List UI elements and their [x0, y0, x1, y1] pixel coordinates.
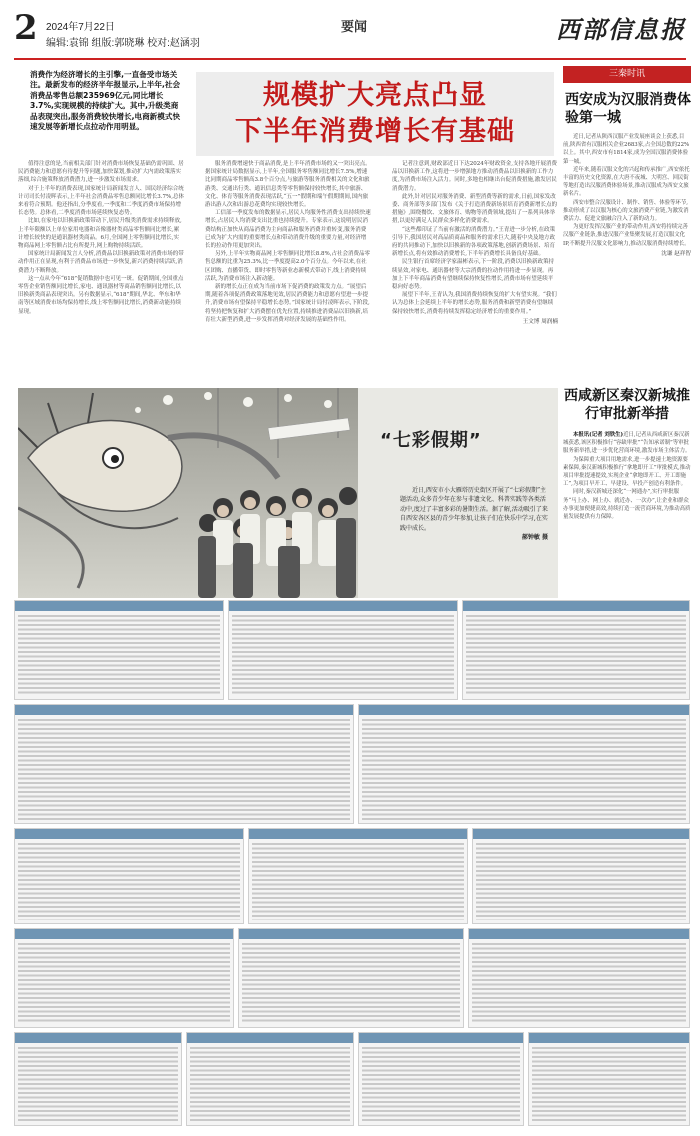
paragraph: 比如,在家电以旧换新政策带动下,居民升级类消费需求持续释放,上半年限额以上单位家用电器和音像器材类商品零售额同比增长,累计增长较快的是通讯器材类商品。6月,全国网上零售额同比增长,实物商品网上零售额占比有所提升,网上购物持续活跃。 — [18, 218, 182, 250]
article-column-3 — [392, 160, 558, 388]
paragraph: 近年来,随着汉服文化的兴起和传承推广,西安依托丰富的历史文化资源,在大唐不夜城、大明宫、回民街等地打造出汉服消费体验场景,推动汉服成为西安文旅新名片。 — [563, 166, 690, 198]
paragraph: “这些都印证了当前有激活的消费潜力。”王青进一步分析,在政策引导下,我国居民对高品质商品和服务的需求巨大,随着中央及地方政府的共同推动下,加快以旧换新的各项政策落地,创新消费场景、培育新增长点,将有效推动消费增长,下半年消费增长具备良好基础。 — [392, 226, 556, 258]
notice-block — [14, 1032, 182, 1126]
sidebar-story-1-body — [563, 133, 691, 375]
masthead — [14, 10, 686, 60]
page-date: 2024年7月22日 — [46, 22, 115, 33]
notices-area — [14, 600, 690, 1126]
page-number: 2 — [14, 8, 38, 48]
sidebar-story-1-title: 西安成为汉服消费体验第一城 — [565, 92, 691, 126]
notice-block — [528, 1032, 690, 1126]
notice-block — [358, 704, 690, 824]
paragraph — [563, 431, 691, 456]
sidebar-story-1-byline: 沈谦 赵祥智 — [661, 250, 691, 257]
notice-block — [472, 828, 690, 924]
sidebar-news — [563, 66, 691, 596]
notice-block — [248, 828, 468, 924]
paragraph: 西安市整合汉服设计、制作、销售、体验等环节,推动形成了以汉服为核心的文旅消费产业链,为激发消费活力、促进文旅融合注入了新的动力。 — [563, 199, 689, 223]
section-name: 要闻 — [340, 20, 367, 35]
paragraph: 对于上半年的消费表现,国家统计局新闻发言人、国民经济综合统计司司长付凌晖表示,上半年社会消费品零售总额同比增长3.7%,总体来看符合预期。他还指出,分季度看,一季度和二季度消费市场保持增长态势。总体看,二季度消费市场延续恢复态势。 — [18, 185, 184, 217]
lead-summary: 消费作为经济增长的主引擎,一直备受市场关注。最新发布的经济半年报显示,上半年,社会消费品零售总额235969亿元,同比增长3.7%,实现规模的持续扩大。其中,升级类商品表现突出,服务消费较快增长,电商新模式快速发展等新增长点拉动作用明显。 — [30, 70, 181, 132]
article-column-1 — [18, 160, 184, 388]
article-body — [18, 160, 558, 388]
news-photo — [18, 388, 558, 598]
paragraph: 另外,上半年实物商品网上零售额同比增长8.8%,占社会消费品零售总额的比重为25.3%,比一季度提高2.0个百分点。今年以来,在社区团购、直播带货、即时零售等新业态新模式带动下,线上消费持续活跃,为消费市场注入新动能。 — [205, 251, 370, 282]
paragraph-text: 近日,记者从西咸新区秦汉新城获悉,该区积极推行“容缺审批”“告知承诺制”等审批服务新举措,进一步优化营商环境,激发市场主体活力。 — [563, 432, 691, 455]
paragraph: 这一点从今年“618”促销数据中也可见一斑。促销期间,全国重点零售企业销售额同比增长,家电、通讯器材等商品销售额同比增长,以旧换新类商品表现突出。另有数据显示,“618”期间,华北、华东和华南等区域消费市场均保持增长,线上零售额同比增长,消费新动能持续显现。 — [18, 275, 184, 315]
headline-line-1: 规模扩大亮点凸显 — [263, 80, 487, 111]
paper-logo: 西部信息报 — [556, 15, 686, 44]
paragraph: 为更好发挥汉服产业的带动作用,西安将持续完善汉服产业链条,推进汉服产业集聚发展,打造汉服文化IP,不断提升汉服文化影响力,推动汉服消费持续增长。 — [563, 224, 690, 247]
paragraph: 记者注意到,财政部近日下达2024年财政资金,支持各地开展消费品以旧换新工作,这将进一步增强地方推动消费品以旧换新的工作力度,为消费市场注入活力。同时,多地也相继出台促消费措施,激发居民消费潜力。 — [392, 161, 557, 192]
notice-block — [14, 704, 354, 824]
paragraph: 展望下半年,王青认为,我国消费持续恢复的扩大有望实现。“我们认为总体上会延续上半年的增长态势,服务消费和新型消费有望继续保持较快增长,消费将持续发挥稳定经济增长的重要作用。” — [392, 292, 557, 315]
paragraph: 工信部一季度发布的数据显示,居民人均服务性消费支出持续快速增长,占居民人均消费支出比重也持续提升。专家表示,这说明居民消费结构正加快从商品消费为主向商品和服务消费并重转变,服务消费已成为扩大内需的重要增长点和带动消费升级的重要力量,对经济增长的拉动作用更加突出。 — [205, 210, 371, 250]
dateline: 本报讯(记者 刘铁生) — [573, 432, 624, 438]
paragraph: 值得注意的是,当前相关部门针对消费市场恢复基础仍需巩固、居民消费能力和意愿有待提升等问题,加快谋划,推动扩大内需政策落实落细,综合施策释放消费潜力,进一步激发市场需求。 — [18, 161, 184, 184]
paragraph: 新的增长点正在成为当前市场下促消费的政策发力点。“展望后期,随着各项促消费政策落地见效,居民消费能力和意愿有望进一步提升,消费市场有望保持平稳增长态势。”国家统计局付凌晖表示,下阶段,将坚持把恢复和扩大消费摆在优先位置,持续推进消费品以旧换新,培育壮大新型消费,进一步发挥消费对经济发展的基础性作用。 — [205, 284, 370, 323]
notice-block — [462, 600, 690, 700]
notice-block — [358, 1032, 524, 1126]
paragraph: 服务消费增速快于商品消费,是上半年消费市场的又一突出亮点。据国家统计局数据显示,上半年,全国服务零售额同比增长7.5%,增速比同期商品零售额高3.8个百分点,与旅游等服务消费相关的文化和旅游类、交通出行类、通讯信息类等零售额保持较快增长,其中旅游、文化、体育等服务消费表现活跃,“五一”假期和端午假期期间,国内旅游出游人次和出游总花费均实现较快增长。 — [205, 161, 371, 209]
article-column-2 — [205, 160, 371, 388]
notice-block — [228, 600, 458, 700]
paragraph: 为保障重大项目用地需求,进一步提速土地资源要素保障,秦汉新城积极推行“拿地即开工”审批模式,推动项目审批提速提效,实现企业“拿地即开工、开工即施工”,为项目早开工、早建设、早投产创造有利条件。 — [563, 456, 691, 488]
paragraph: 国家统计局新闻发言人分析,消费品以旧换新政策对消费市场的带动作用正在显现,有利于消费品市场进一步恢复,新兴消费持续活跃,消费潜力不断释放。 — [18, 251, 184, 274]
notice-block — [14, 600, 224, 700]
notice-block — [186, 1032, 354, 1126]
notice-block — [14, 928, 234, 1028]
photo-caption — [400, 486, 548, 542]
photo-title: “七彩假期” — [380, 430, 482, 451]
notice-block — [14, 828, 244, 924]
notice-block — [468, 928, 690, 1028]
photo-credit: 郝钟敏 摄 — [521, 534, 548, 542]
paragraph: 同时,秦汉新城还深化“一网通办”,实行审批服务“马上办、网上办、就近办、一次办”,让企业和群众办事更加便捷高效,持续打造一流营商环境,为推动高质量发展提供有力保障。 — [563, 489, 691, 521]
headline — [196, 72, 554, 156]
caption-text: 近日,西安市小大雁塔历史街区开展了“七彩假期”主题活动,众多青少年在参与非遗文化、科普实践等各类活动中,度过了丰富多彩的暑期生活。据了解,活动吸引了来自西安各区县的青少年参加,让孩子们在快乐中学习,在实践中成长。 — [400, 487, 548, 532]
headline-line-2: 下半年消费增长有基础 — [235, 116, 515, 147]
paragraph: 此外,针对居民对服务消费、新型消费等新的需求,日前,国家发改委、商务部等多部门发布《关于打造消费新场景培育消费新增长点的措施》,围绕餐饮、文旅体育、购物等消费领域,提出了一系列具体举措,以更好满足人民群众多样化消费需求。 — [392, 193, 558, 225]
paragraph: 近日,记者从陕西汉服产业发展座谈会上获悉,目前,陕西省有汉服相关企业2683家,占全国总数的22%以上。其中,西安市有1814家,成为全国汉服消费体验第一城。 — [563, 134, 690, 165]
notice-block — [238, 928, 464, 1028]
paragraph: 民生银行首席经济学家温彬表示,下一阶段,消费以旧换新政策持续显效,对家电、通讯器材等大宗消费的拉动作用将进一步显现。再加上下半年商品消费有望继续保持恢复性增长,消费市场有望延续平稳向好态势。 — [392, 259, 554, 291]
column-tag: 三秦时讯 — [563, 66, 691, 83]
page-editors: 编辑:袁锦 组版:郭晓琳 校对:赵涵羽 — [46, 38, 200, 49]
sidebar-story-2-title: 西咸新区秦汉新城推行审批新举措 — [564, 388, 690, 422]
article-byline: 王文博 周润楠 — [522, 318, 558, 325]
sidebar-story-2-body — [563, 431, 691, 621]
